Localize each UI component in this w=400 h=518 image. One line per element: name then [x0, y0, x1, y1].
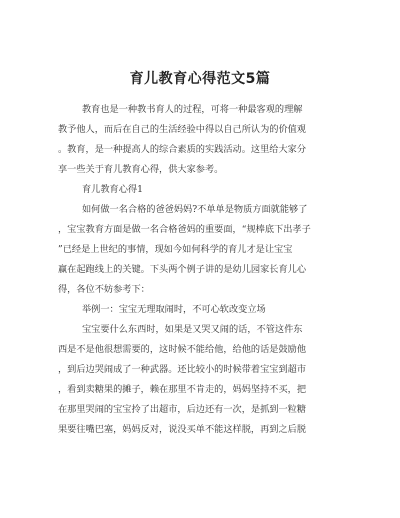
example-heading [58, 300, 358, 320]
text-line: 赢在起跑线上的关键。下头两个例子讲的是幼儿园家长育儿心 [58, 264, 307, 275]
text-line: 教育也是一种教书育人的过程，可将一种最客观的理解 [82, 104, 303, 115]
text-line: 。教育，是一种提高人的综合素质的实践活动。这里给大家分 [58, 144, 307, 155]
text-line: 果要往嘴巴塞，妈妈反对，说没买单不能这样脱，再到之后脱 [58, 424, 307, 435]
text-line: 教予他人，而后在自己的生活经验中得以自己所认为的价值观 [58, 124, 307, 135]
text-line: 如何做一名合格的爸爸妈妈?不单单是物质方面就能够了 [82, 204, 308, 215]
text-line: 宝宝要什么东西时，如果是又哭又闹的话，不管这件东 [82, 324, 303, 335]
text-line: ，到后边哭闹成了一种武器。还比较小的时候带着宝宝到超市 [58, 364, 307, 375]
section-heading [58, 180, 358, 200]
text-line: ”已经是上世纪的事情，现如今如何科学的育儿才是让宝宝 [58, 244, 293, 255]
text-line: 得，各位不妨参考下： [58, 284, 150, 295]
text-line: 在那里哭闹的宝宝拎了出超市，后边还有一次，是抓到一粒糖 [58, 404, 307, 415]
intro-paragraph [58, 100, 358, 180]
text-line: ，看到卖糖果的摊子，赖在那里不肯走的，妈妈坚持不买，把 [58, 384, 307, 395]
text-line: ，宝宝教育方面是做一名合格爸妈的重要面，“规棒底下出孝子 [58, 224, 311, 235]
example-paragraph [58, 320, 358, 440]
text-line: 享一些关于育儿教育心得，供大家参考。 [58, 164, 224, 175]
text-line: 西是不是他很想需要的，这时候不能给他，给他的话是鼓励他 [58, 344, 307, 355]
document-title: 育儿教育心得范文5篇 [129, 71, 271, 87]
section-paragraph [58, 200, 358, 300]
heading-text: 育儿教育心得1 [82, 184, 143, 195]
heading-text: 举例一：宝宝无理取闹时，不可心软改变立场 [82, 304, 266, 315]
